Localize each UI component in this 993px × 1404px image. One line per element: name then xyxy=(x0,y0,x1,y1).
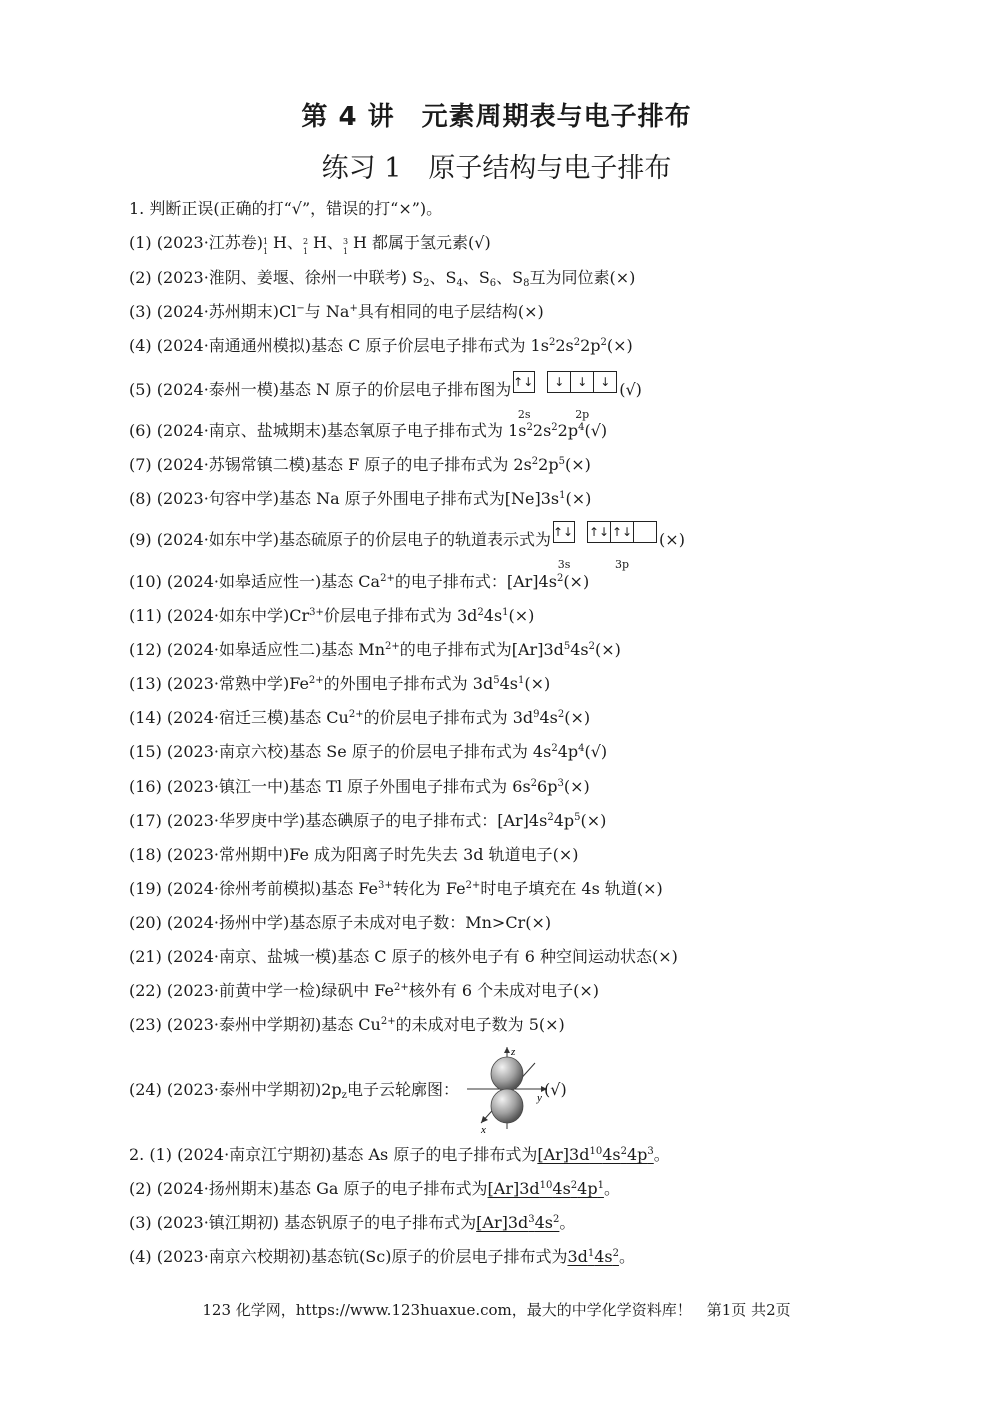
list-item: (21) (2024·南京、盐城一模)基态 C 原子的核外电子有 6 种空间运动状态(×) xyxy=(129,947,678,966)
list-item: (3) (2024·苏州期末)Cl−与 Na+具有相同的电子层结构(×) xyxy=(129,302,544,321)
list-item: (18) (2023·常州期中)Fe 成为阳离子时先失去 3d 轨道电子(×) xyxy=(129,845,579,864)
list-item: (23) (2023·泰州中学期初)基态 $Cu^{2+}$的未成对电子数为 5(×) xyxy=(129,1015,565,1034)
lecture-title: 第 4 讲 元素周期表与电子排布 xyxy=(301,102,692,132)
list-item: (19) (2024·徐州考前模拟)基态 $Fe^{3+}$转化为 $Fe^{2+}$时电子填充在 4s 轨道(×) xyxy=(129,879,663,898)
orbital-diagram-3p: ↑↓ ↑↓ 3p xyxy=(587,521,657,561)
lower-lobe xyxy=(491,1089,523,1123)
answer-blank: $[Ar]3d^{10}4s^24p^3$ xyxy=(537,1145,654,1164)
list-item: (1) (2023·江苏卷) 1 1 H、 2 1 H、 3 1 H 都属于氢元素(√) xyxy=(129,233,491,256)
page-footer: 123 化学网，https://www.123huaxue.com，最大的中学化学资料库！ 第1页 共2页 xyxy=(202,1301,791,1319)
list-item: (7) (2024·苏锡常镇二模)基态 F 原子的电子排布式为 $2s^22p^5(\times)$ xyxy=(129,455,591,474)
list-item: (17) (2023·华罗庚中学)基态碘原子的电子排布式：$[Ar]4s^24p^5(\times)$ xyxy=(129,811,607,830)
upper-lobe xyxy=(491,1057,523,1091)
list-item: (9) (2024·如东中学)基态硫原子的价层电子的轨道表示式为 ↑↓ 3s ↑↓ ↑↓ 3p (×) xyxy=(129,520,685,561)
list-item: (15) (2023·南京六校)基态 Se 原子的价层电子排布式为 $4s^24p^4(√)$ xyxy=(129,742,608,761)
x-label: x xyxy=(481,1124,486,1135)
list-item: (2) (2023·淮阴、姜堰、徐州一中联考) $S_2$、$S_4$、$S_6$、$S_8$互为同位素(×) xyxy=(129,268,636,289)
z-label: z xyxy=(511,1046,516,1058)
list-item: (13) (2023·常熟中学)$Fe^{2+}$的外围电子排布式为 $3d^54s^1(\times)$ xyxy=(129,674,551,693)
answer-blank: $3d^14s^2$ xyxy=(567,1247,620,1266)
list-item: (3) (2023·镇江期初) 基态钒原子的电子排布式为$[Ar]3d^34s^2$。 xyxy=(129,1213,576,1232)
list-item: (12) (2024·如皋适应性二)基态 $Mn^{2+}$的电子排布式为$[Ar]3d^54s^2(\times)$ xyxy=(129,640,621,659)
nuclide: 2 1 xyxy=(303,236,309,256)
list-item: (4) (2024·南通通州模拟)基态 C 原子价层电子排布式为 $1s^22s^22p^2(\times)$ xyxy=(129,336,633,355)
nuclide: 1 1 xyxy=(263,236,269,256)
list-item: (16) (2023·镇江一中)基态 Tl 原子外围电子排布式为 $6s^26p^3(\times)$ xyxy=(129,777,590,796)
list-item: (11) (2024·如东中学)$Cr^{3+}$价层电子排布式为 $3d^24s^1(\times)$ xyxy=(129,606,535,625)
nuclide: 3 1 xyxy=(342,236,349,256)
list-item: (10) (2024·如皋适应性一)基态 $Ca^{2+}$的电子排布式：$[Ar]4s^2(\times)$ xyxy=(129,572,590,591)
list-item: (6) (2024·南京、盐城期末)基态氧原子电子排布式为 $1s^22s^22p^4(√)$ xyxy=(129,421,608,440)
p-orbital-diagram xyxy=(463,1043,553,1135)
list-item: (8) (2023·句容中学)基态 Na 原子外围电子排布式为$[Ne]3s^1(\times)$ xyxy=(129,489,592,508)
answer-blank: $[Ar]3d^34s^2$ xyxy=(476,1213,560,1232)
exercise-title: 练习 1 原子结构与电子排布 xyxy=(321,153,672,184)
answer-blank: $[Ar]3d^{10}4s^24p^1$ xyxy=(487,1179,604,1198)
answer-mark: (√) xyxy=(544,1080,567,1099)
list-item: (4) (2023·南京六校期初)基态钪(Sc)原子的价层电子排布式为$3d^14s^2$。 xyxy=(129,1247,636,1266)
list-item: (22) (2023·前黄中学一检)绿矾中 $Fe^{2+}$核外有 6 个未成对电子(×) xyxy=(129,981,600,1000)
orbital-diagram-2s: ↑↓ 2s xyxy=(513,371,535,411)
list-item: 2. (1) (2024·南京江宁期初)基态 As 原子的电子排布式为$[Ar]3d^{10}4s^24p^3$。 xyxy=(129,1145,670,1164)
list-item: (14) (2024·宿迁三模)基态 $Cu^{2+}$的价层电子排布式为 $3d^94s^2(\times)$ xyxy=(129,708,591,727)
y-label: y xyxy=(537,1092,542,1104)
list-item: (20) (2024·扬州中学)基态原子未成对电子数：Mn>Cr(×) xyxy=(129,913,552,932)
question-1-intro: 1. 判断正误(正确的打“√”，错误的打“×”)。 xyxy=(129,199,443,218)
list-item: (2) (2024·扬州期末)基态 Ga 原子的电子排布式为$[Ar]3d^{10}4s^24p^1$。 xyxy=(129,1179,620,1198)
orbital-diagram-3s: ↑↓ 3s xyxy=(553,521,575,561)
list-item: (5) (2024·泰州一模)基态 N 原子的价层电子排布图为 ↑↓ 2s ↓ ↓ ↓ 2p (√) xyxy=(129,370,642,411)
list-item: (24) (2023·泰州中学期初)$2p_z$电子云轮廓图： xyxy=(129,1080,459,1101)
orbital-diagram-2p: ↓ ↓ ↓ 2p xyxy=(547,371,617,411)
